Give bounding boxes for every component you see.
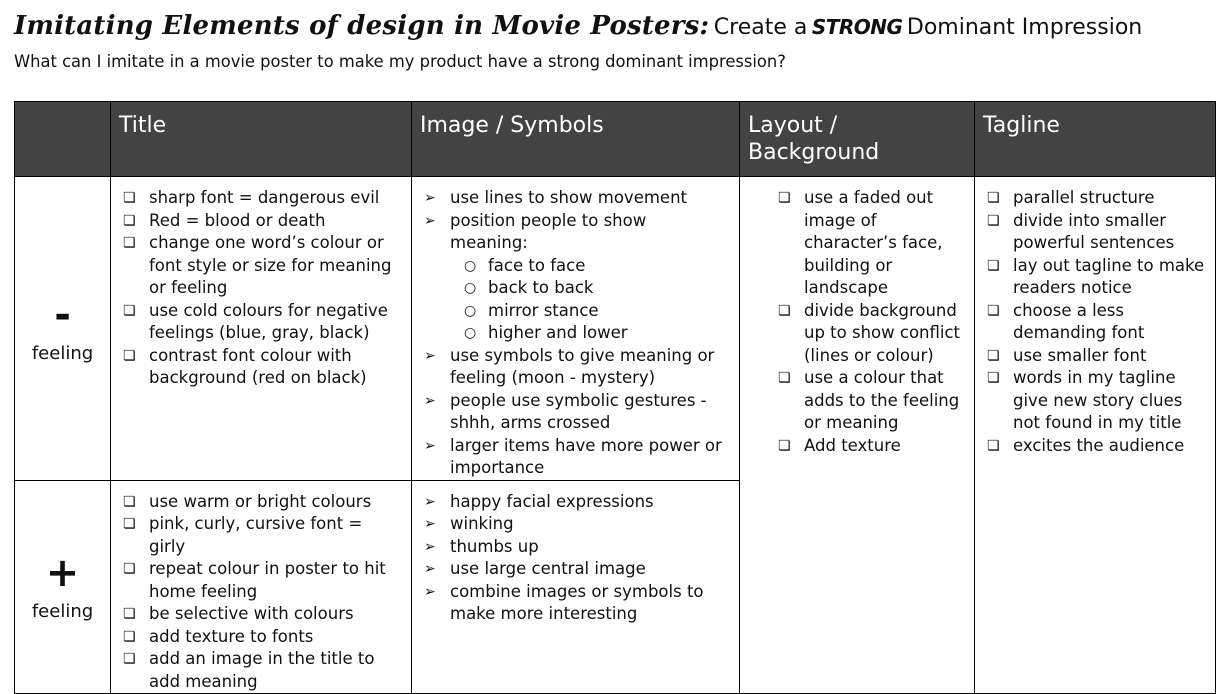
list-item: ➢ happy facial expressions [420,491,729,514]
plus-sign: + [45,550,80,597]
sub-list-item: ○ mirror stance [420,300,729,323]
checkbox-bullet-icon: ❏ [123,628,136,645]
sub-list-item: ○ back to back [420,277,729,300]
checkbox-bullet-icon: ❏ [123,302,136,319]
list-item: ❏ use a faded out image of character’s face, building or landscape [778,188,943,297]
list-item: ❏ use smaller font [983,345,1205,368]
header-corner-cell [15,102,111,177]
negative-row-label [15,177,111,481]
heading-strong-word: STRONG [811,15,903,39]
column-header-layout-background [740,102,975,177]
list-item: ❏ Red = blood or death [119,210,401,233]
checkbox-bullet-icon: ❏ [123,493,136,510]
list-item: ❏ sharp font = dangerous evil [119,187,401,210]
checkbox-bullet-icon: ❏ [123,516,136,532]
design-elements-table [14,101,1216,694]
layout-header-line1: Layout / [748,113,838,138]
checkbox-bullet-icon: ❏ [987,212,1000,229]
arrow-bullet-icon: ➢ [424,493,436,510]
checkbox-bullet-icon: ❏ [987,190,1000,206]
list-item: ❏ words in my tagline give new story clues not found in my title [987,368,1183,432]
list-item: ➢ thumbs up [420,536,729,559]
list-item: ❏ pink, curly, cursive font = girly [123,514,363,556]
positive-title-cell [111,480,412,694]
column-header-image-symbols: Image / Symbols [412,102,740,177]
list-item: ❏ change one word’s colour or font style or size for meaning or feeling [123,233,392,297]
checkbox-bullet-icon: ❏ [123,212,136,229]
checkbox-bullet-icon: ❏ [123,347,136,364]
list-item: ➢ larger items have more power or importance [424,435,722,477]
negative-title-cell [111,177,412,481]
list-item: ❏ use cold colours for negative feelings (blue, gray, black) [123,300,388,342]
list-item: ➢ combine images or symbols to make more interesting [424,581,704,623]
header-row [15,102,1216,177]
list-item: ❏ divide into smaller powerful sentences [987,210,1175,252]
heading-script-text: Imitating Elements of design in Movie Posters: [14,11,710,41]
arrow-bullet-icon: ➢ [424,437,436,454]
column-header-title: Title [111,102,412,177]
list-item: ➢ position people to show meaning: [424,210,647,252]
list-item: ❏ parallel structure [983,187,1205,210]
checkbox-bullet-icon: ❏ [123,235,136,251]
layout-header-line2: Background [748,140,880,165]
positive-title-list [111,481,411,694]
checkbox-bullet-icon: ❏ [987,302,1000,319]
tagline-list [975,177,1215,457]
arrow-bullet-icon: ➢ [424,347,436,364]
list-item: ❏ contrast font colour with background (red on black) [123,345,367,387]
list-item: ❏ repeat colour in poster to hit home feeling [123,559,386,601]
circle-bullet-icon: ○ [464,257,477,274]
sub-list-item: ○ higher and lower [420,322,729,345]
checkbox-bullet-icon: ❏ [778,437,791,454]
arrow-bullet-icon: ➢ [424,212,436,229]
negative-image-cell [412,177,740,481]
page-subtitle: What can I imitate in a movie poster to make my product have a strong dominant impression? [14,52,786,72]
heading-dominant-impression: Dominant Impression [906,15,1143,40]
arrow-bullet-icon: ➢ [424,516,436,532]
arrow-bullet-icon: ➢ [424,583,436,600]
negative-image-list [412,177,739,480]
negative-title-list [111,177,411,390]
list-item: ❏ be selective with colours [119,603,401,626]
checkbox-bullet-icon: ❏ [123,190,136,206]
circle-bullet-icon: ○ [464,280,477,296]
circle-bullet-icon: ○ [464,325,477,341]
column-header-tagline: Tagline [975,102,1216,177]
arrow-bullet-icon: ➢ [424,190,436,206]
list-item: ❏ add an image in the title to add meaning [123,649,375,691]
list-item: ❏ Add texture [774,435,964,458]
tagline-cell [975,177,1216,694]
checkbox-bullet-icon: ❏ [987,370,1000,386]
arrow-bullet-icon: ➢ [424,561,436,577]
list-item: ❏ divide background up to show conflict (lines or colour) [778,300,961,365]
list-item: ❏ excites the audience [983,435,1205,458]
circle-bullet-icon: ○ [464,302,477,319]
list-item: ➢ use lines to show movement [420,187,729,210]
list-item: ➢ people use symbolic gestures - shhh, arms crossed [424,390,707,432]
positive-row-label [15,480,111,694]
heading-create-a: Create a [713,15,808,40]
list-item: ➢ use symbols to give meaning or feeling (moon - mystery) [424,345,715,387]
negative-feeling-label: feeling [31,342,94,364]
page-heading [14,6,1142,46]
positive-image-list [412,481,739,626]
checkbox-bullet-icon: ❏ [778,370,791,386]
layout-background-cell [740,177,975,694]
checkbox-bullet-icon: ❏ [123,561,136,577]
sub-list-item: ○ face to face [420,255,729,278]
list-item: ➢ winking [420,513,729,536]
arrow-bullet-icon: ➢ [424,538,436,555]
checkbox-bullet-icon: ❏ [987,257,1000,274]
positive-image-cell [412,480,740,694]
list-item: ❏ lay out tagline to make readers notice [987,255,1205,297]
checkbox-bullet-icon: ❏ [987,347,1000,364]
positive-feeling-label: feeling [31,601,94,623]
list-item: ❏ choose a less demanding font [987,300,1145,342]
list-item: ❏ add texture to fonts [119,626,401,649]
negative-feeling-row [15,177,1216,481]
arrow-bullet-icon: ➢ [424,392,436,409]
list-item: ❏ use a colour that adds to the feeling or meaning [778,368,960,432]
checkbox-bullet-icon: ❏ [987,437,1000,454]
checkbox-bullet-icon: ❏ [123,651,136,667]
minus-sign: - [54,291,71,338]
checkbox-bullet-icon: ❏ [123,606,136,622]
list-item: ➢ use large central image [420,558,729,581]
checkbox-bullet-icon: ❏ [778,302,791,319]
layout-background-list [740,177,974,457]
checkbox-bullet-icon: ❏ [778,190,791,206]
list-item: ❏ use warm or bright colours [119,491,401,514]
